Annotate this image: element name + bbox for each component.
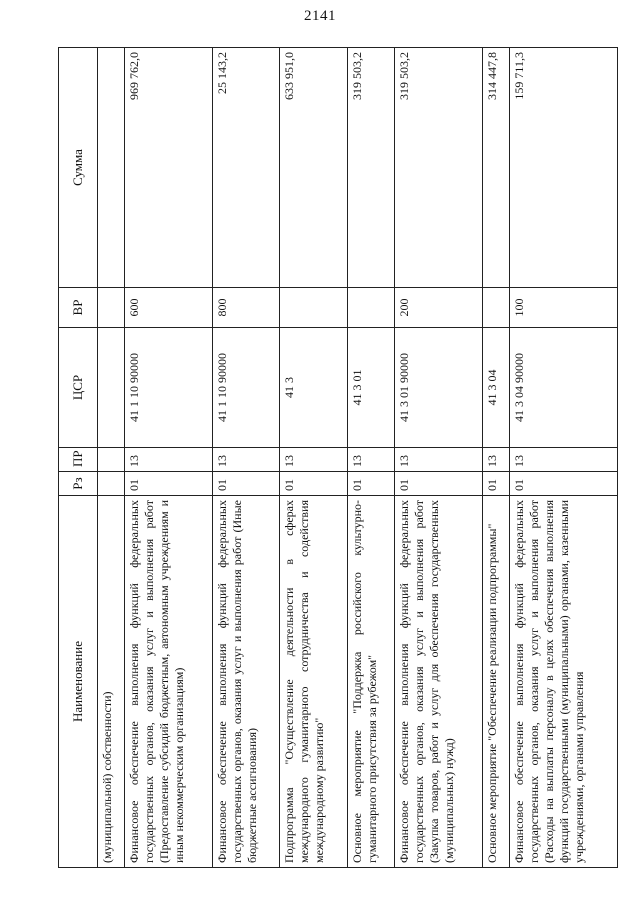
row-name: Основное мероприятие "Поддержка российского культурно-гуманитарного присутствия за рубежом" [347,496,394,868]
table-header-row [59,48,98,868]
row-rz: 01 [212,472,280,496]
row-name: Финансовое обеспечение выполнения функций федеральных государственных органов, оказания услуг и выполнения работ (Иные бюджетные ассигнования) [212,496,280,868]
row-pr: 13 [125,448,213,472]
row-sum: 25 143,2 [212,48,280,288]
header-pr: ПР [59,448,98,472]
table-row [125,48,213,868]
rotated-page [58,48,618,868]
row-name: Финансовое обеспечение выполнения функций федеральных государственных органов, оказания услуг и выполнения работ (Закупка товаров, работ и услуг для обеспечения государственных (муниципальных) нужд) [395,496,483,868]
row-csr: 41 3 04 90000 [509,328,617,448]
row-vr: 100 [509,288,617,328]
budget-table [58,47,618,868]
header-csr: ЦСР [59,328,98,448]
row-vr [482,288,509,328]
row-pr: 13 [280,448,348,472]
row-csr: 41 3 01 90000 [395,328,483,448]
table-row [482,48,509,868]
page-number: 2141 [304,8,336,24]
row-pr: 13 [509,448,617,472]
row-csr: 41 3 04 [482,328,509,448]
row-csr [98,328,125,448]
row-rz: 01 [125,472,213,496]
row-name: Основное мероприятие "Обеспечение реализации подпрограммы" [482,496,509,868]
row-vr: 600 [125,288,213,328]
row-csr: 41 1 10 90000 [212,328,280,448]
row-vr: 200 [395,288,483,328]
row-rz: 01 [347,472,394,496]
row-rz: 01 [482,472,509,496]
row-rz: 01 [395,472,483,496]
header-vr: ВР [59,288,98,328]
row-csr: 41 3 [280,328,348,448]
row-sum: 319 503,2 [347,48,394,288]
row-pr: 13 [395,448,483,472]
row-sum [98,48,125,288]
row-vr [280,288,348,328]
table-row [347,48,394,868]
row-csr: 41 3 01 [347,328,394,448]
table-row [395,48,483,868]
row-sum: 314 447,8 [482,48,509,288]
header-name: Наименование [59,496,98,868]
row-csr: 41 1 10 90000 [125,328,213,448]
row-name: (муниципальной) собственности) [98,496,125,868]
table-row [212,48,280,868]
row-pr: 13 [212,448,280,472]
header-sum: Сумма [59,48,98,288]
table-row [280,48,348,868]
row-vr [347,288,394,328]
row-rz: 01 [509,472,617,496]
row-sum: 319 503,2 [395,48,483,288]
row-pr [98,448,125,472]
table-row [509,48,617,868]
row-name: Финансовое обеспечение выполнения функций федеральных государственных органов, оказания услуг и выполнения работ (Расходы на выплаты персоналу в целях обеспечения выполнения функций государственными (муниципальными) органами, казенными учреждениями, органами управления [509,496,617,868]
row-sum: 969 762,0 [125,48,213,288]
row-name: Финансовое обеспечение выполнения функций федеральных государственных органов, оказания услуг и выполнения работ (Предоставление субсидий бюджетным, автономным учреждениям и иным некоммерческим организациям) [125,496,213,868]
row-rz [98,472,125,496]
table-row [98,48,125,868]
row-vr [98,288,125,328]
row-pr: 13 [347,448,394,472]
row-rz: 01 [280,472,348,496]
row-sum: 633 951,0 [280,48,348,288]
header-rz: Рз [59,472,98,496]
row-vr: 800 [212,288,280,328]
row-name: Подпрограмма "Осуществление деятельности в сферах международного гуманитарного сотрудничества и содействия международному развитию" [280,496,348,868]
row-sum: 159 711,3 [509,48,617,288]
row-pr: 13 [482,448,509,472]
